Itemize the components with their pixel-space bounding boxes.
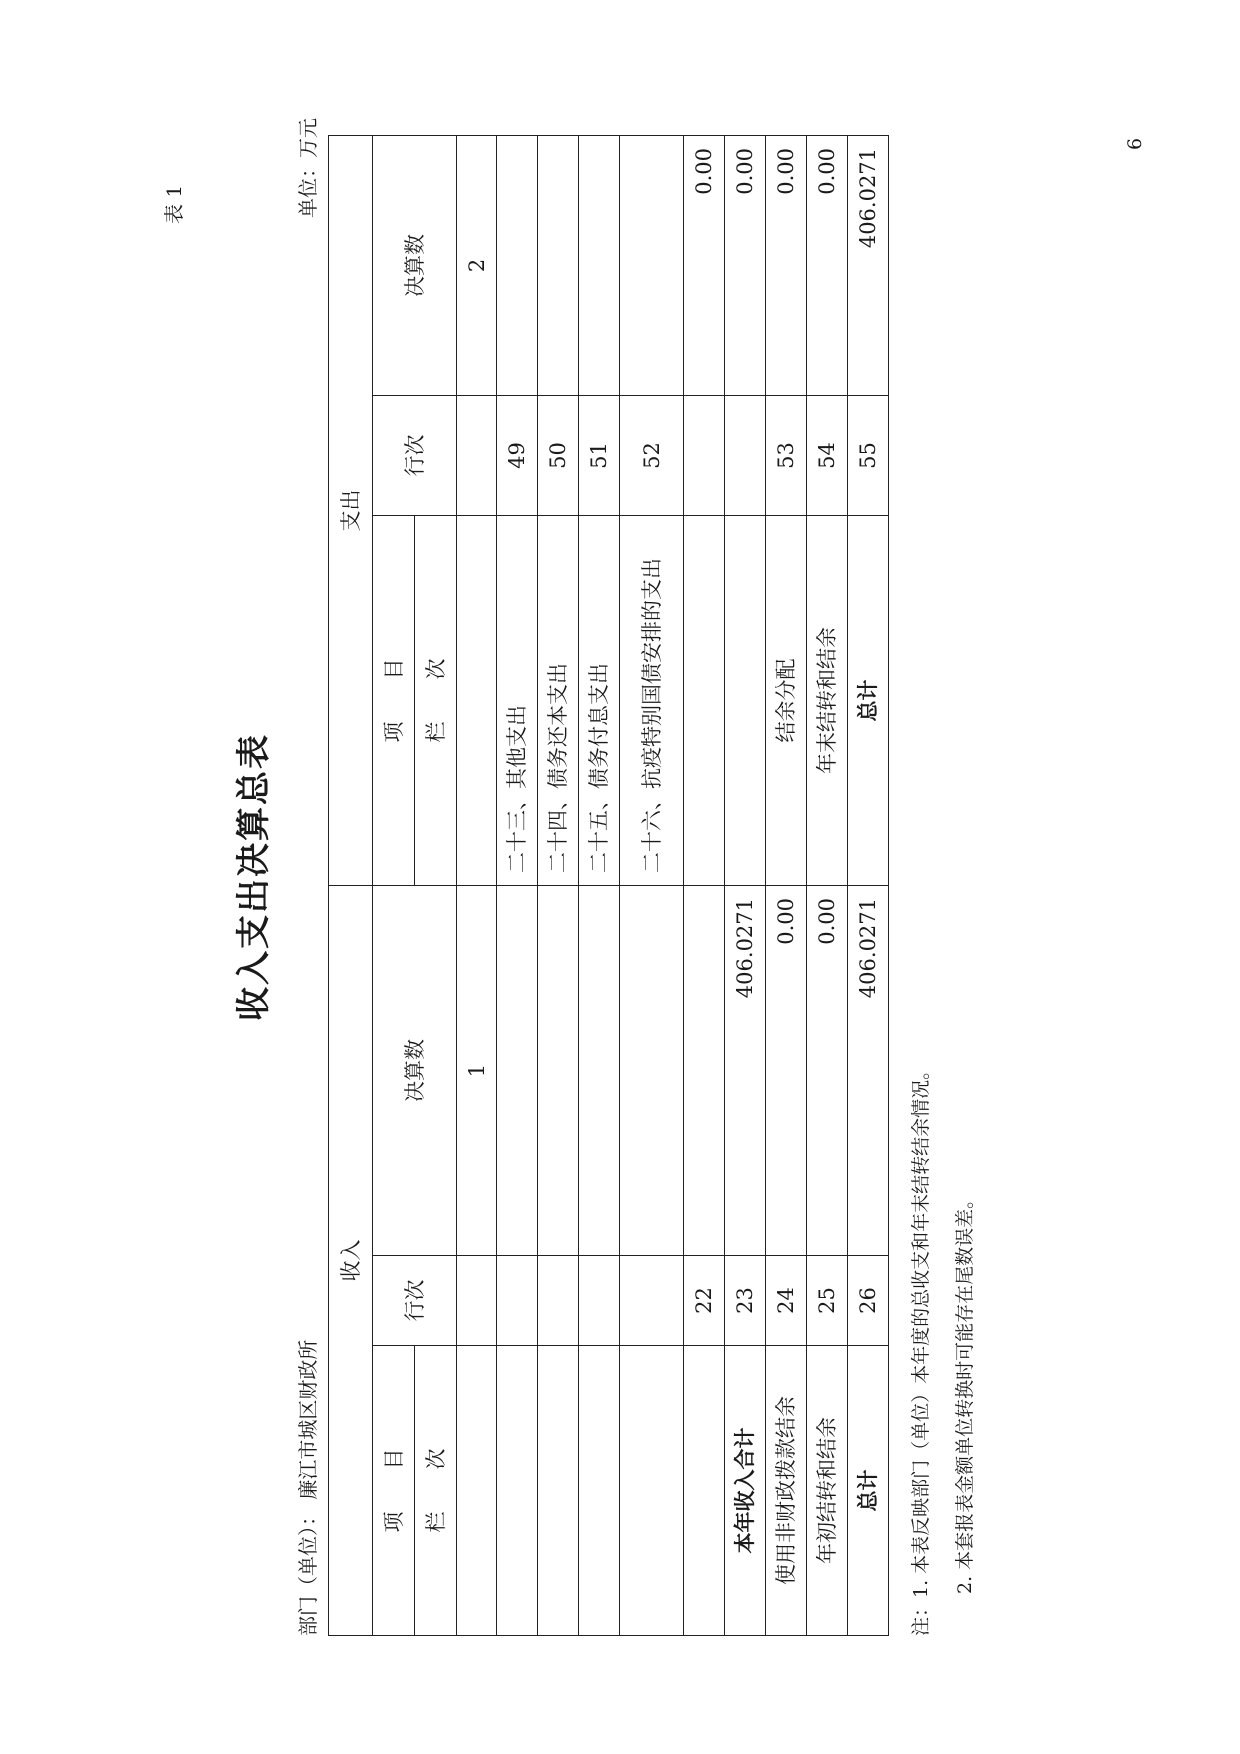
income-amount: 406.0271 — [725, 885, 766, 1255]
income-line: 26 — [848, 1256, 889, 1346]
budget-summary-table — [328, 135, 889, 1636]
expense-index-blank — [457, 515, 497, 885]
income-column-label: 栏 次 — [415, 1346, 457, 1636]
income-line — [538, 1256, 579, 1346]
income-amount: 0.00 — [807, 885, 848, 1255]
expense-item — [684, 515, 725, 885]
expense-item: 二十三、其他支出 — [497, 515, 538, 885]
expense-item-header: 项 目 — [373, 515, 415, 885]
income-item — [620, 1346, 684, 1636]
income-line-header: 行次 — [373, 1256, 457, 1346]
income-amount — [620, 885, 684, 1255]
table-row — [766, 135, 807, 1635]
income-amount — [497, 885, 538, 1255]
income-index-line-blank — [457, 1256, 497, 1346]
expense-amount: 0.00 — [684, 135, 725, 395]
income-line: 25 — [807, 1256, 848, 1346]
expense-line: 53 — [766, 395, 807, 515]
income-line — [497, 1256, 538, 1346]
income-item: 年初结转和结余 — [807, 1346, 848, 1636]
expense-line-header: 行次 — [373, 395, 457, 515]
page-number: 6 — [1124, 137, 1146, 150]
table-row-total — [848, 135, 889, 1635]
expense-item: 二十五、债务付息支出 — [579, 515, 620, 885]
table-row — [538, 135, 579, 1635]
income-item — [538, 1346, 579, 1636]
income-amount-header: 决算数 — [373, 885, 457, 1255]
expense-header: 支出 — [329, 135, 373, 885]
income-line: 22 — [684, 1256, 725, 1346]
expense-item: 年末结转和结余 — [807, 515, 848, 885]
income-amount — [579, 885, 620, 1255]
table-row — [725, 135, 766, 1635]
income-amount: 0.00 — [766, 885, 807, 1255]
page-title: 收入支出决算总表 — [234, 733, 274, 1021]
expense-amount — [497, 135, 538, 395]
expense-item: 结余分配 — [766, 515, 807, 885]
expense-amount — [579, 135, 620, 395]
income-amount — [538, 885, 579, 1255]
income-line — [620, 1256, 684, 1346]
expense-amount: 0.00 — [807, 135, 848, 395]
expense-item: 二十四、债务还本支出 — [538, 515, 579, 885]
expense-line: 55 — [848, 395, 889, 515]
expense-col-number: 2 — [457, 135, 497, 395]
table-subheader-row — [373, 135, 415, 1635]
expense-line: 49 — [497, 395, 538, 515]
table-row — [807, 135, 848, 1635]
income-line — [579, 1256, 620, 1346]
expense-line: 51 — [579, 395, 620, 515]
table-index-row — [457, 135, 497, 1635]
department-label: 部门（单位）： 廉江市城区财政所 — [296, 1339, 320, 1636]
income-amount — [684, 885, 725, 1255]
income-item — [497, 1346, 538, 1636]
expense-line: 50 — [538, 395, 579, 515]
income-item — [684, 1346, 725, 1636]
expense-item: 总计 — [848, 515, 889, 885]
expense-amount: 406.0271 — [848, 135, 889, 395]
income-line: 23 — [725, 1256, 766, 1346]
expense-line — [684, 395, 725, 515]
income-item: 本年收入合计 — [725, 1346, 766, 1636]
income-item: 使用非财政拨款结余 — [766, 1346, 807, 1636]
expense-column-label: 栏 次 — [415, 515, 457, 885]
income-header: 收入 — [329, 885, 373, 1635]
expense-amount: 0.00 — [766, 135, 807, 395]
income-col-number: 1 — [457, 885, 497, 1255]
expense-line — [725, 395, 766, 515]
expense-amount — [538, 135, 579, 395]
note-line-1: 注：1. 本表反映部门（单位）本年度的总收支和年末结转结余情况。 — [910, 1060, 932, 1636]
expense-line: 54 — [807, 395, 848, 515]
unit-label: 单位：万元 — [296, 118, 320, 218]
income-item-header: 项 目 — [373, 1346, 415, 1636]
note-line-2: 2. 本套报表金额单位转换时可能存在尾数误差。 — [954, 1189, 976, 1594]
expense-index-line-blank — [457, 395, 497, 515]
expense-item — [725, 515, 766, 885]
table-row — [579, 135, 620, 1635]
table-number: 表 1 — [162, 184, 186, 224]
table-row — [497, 135, 538, 1635]
income-item: 总计 — [848, 1346, 889, 1636]
income-index-blank — [457, 1346, 497, 1636]
expense-item: 二十六、抗疫特别国债安排的支出 — [620, 515, 684, 885]
table-row — [620, 135, 684, 1635]
expense-amount: 0.00 — [725, 135, 766, 395]
expense-line: 52 — [620, 395, 684, 515]
expense-amount-header: 决算数 — [373, 135, 457, 395]
income-item — [579, 1346, 620, 1636]
income-line: 24 — [766, 1256, 807, 1346]
income-amount: 406.0271 — [848, 885, 889, 1255]
table-header-row — [329, 135, 373, 1635]
expense-amount — [620, 135, 684, 395]
table-row — [684, 135, 725, 1635]
